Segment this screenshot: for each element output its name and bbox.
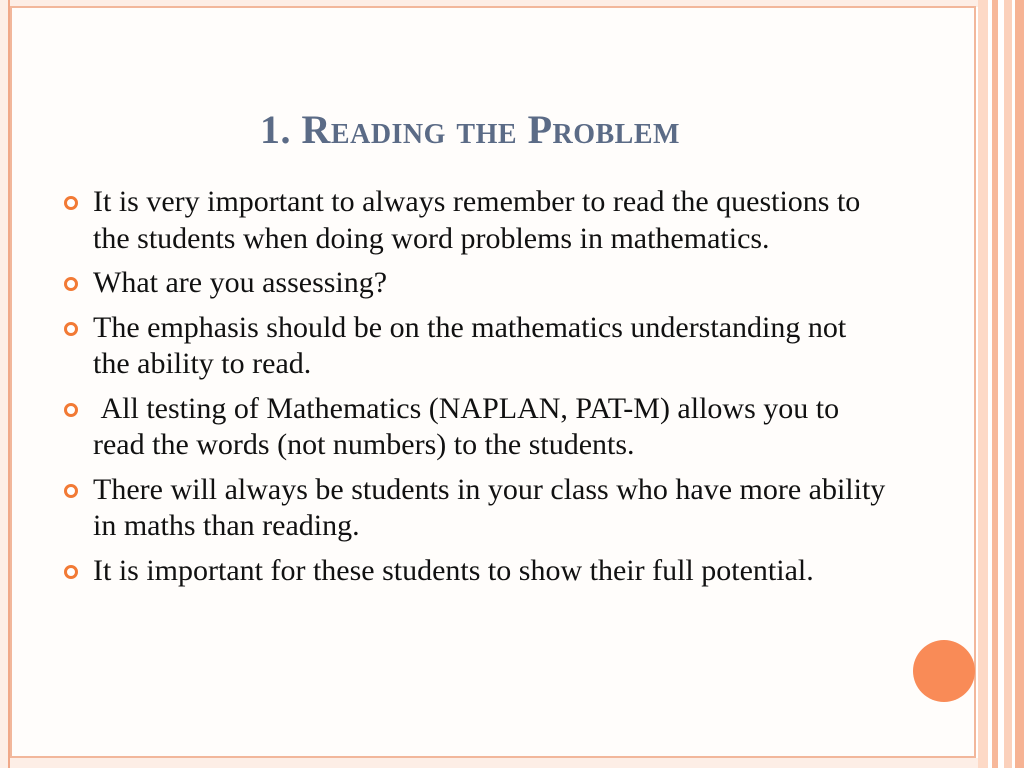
bullet-text: What are you assessing?: [93, 266, 388, 299]
ring-bullet-icon: [64, 565, 78, 579]
ring-bullet-icon: [64, 484, 78, 498]
ring-bullet-icon: [64, 403, 78, 417]
right-stripe-1: [978, 0, 988, 768]
ring-bullet-icon: [64, 322, 78, 336]
list-item: [60, 184, 890, 257]
bullet-text: There will always be students in your class who have more ability in maths than reading.: [93, 472, 893, 542]
list-item: [60, 391, 890, 464]
frame-bottom: [0, 758, 978, 768]
bullet-text: It is very important to always remember to read the questions to the students when doing word problems in mathematics.: [93, 185, 868, 255]
ring-bullet-icon: [64, 277, 78, 291]
list-item: [60, 553, 890, 590]
list-item: [60, 265, 890, 302]
list-item: [60, 310, 890, 383]
list-item: [60, 472, 893, 545]
ring-bullet-icon: [64, 196, 78, 210]
bullet-text: The emphasis should be on the mathematics understanding not the ability to read.: [93, 310, 854, 380]
bullet-text: All testing of Mathematics (NAPLAN, PAT-M) allows you to read the words (not numbers) to the students.: [93, 391, 847, 461]
slide-title: 1. Reading the Problem: [260, 107, 680, 152]
bullet-text: It is important for these students to show their full potential.: [93, 553, 814, 587]
right-stripe-7: [1015, 0, 1024, 768]
bullet-list: [60, 184, 893, 597]
right-stripe-5: [1004, 0, 1012, 768]
orange-circle-icon: [913, 640, 975, 702]
